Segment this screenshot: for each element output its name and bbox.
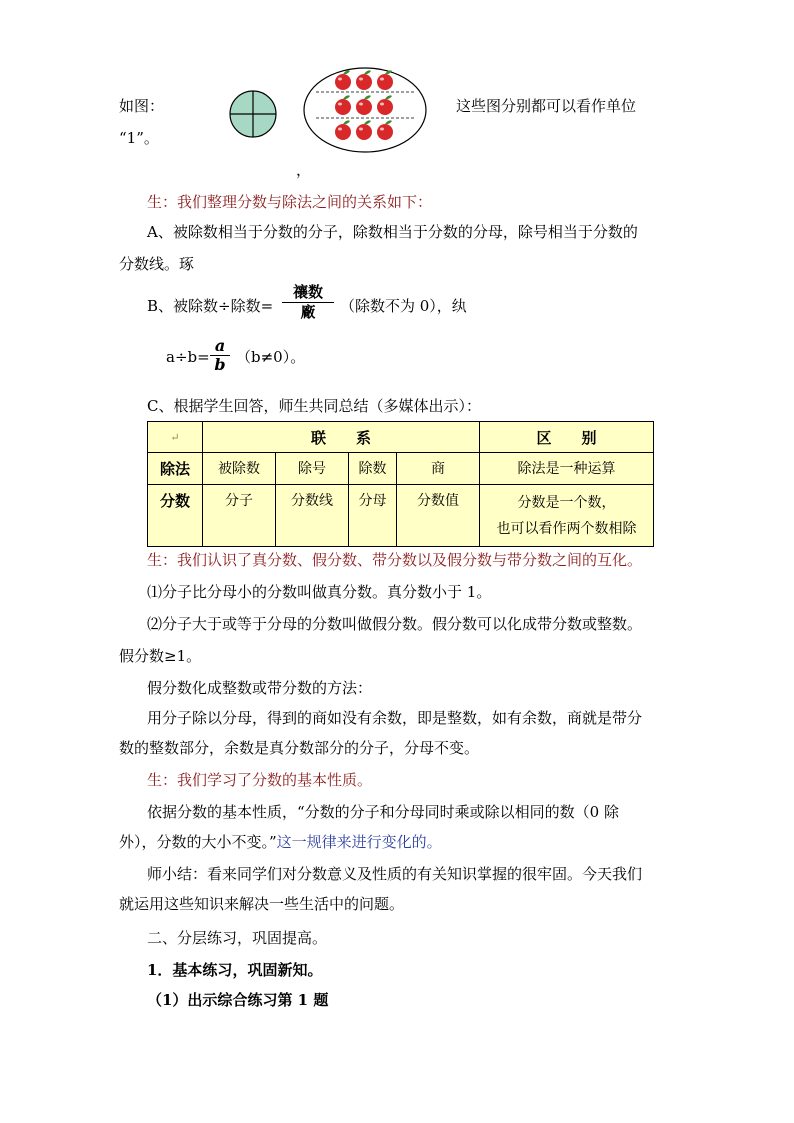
formula-numerator: a — [214, 336, 226, 355]
table-cell-diff — [480, 484, 654, 547]
point-b-numerator: 禳数 — [292, 283, 323, 301]
table-cell: 除号 — [276, 453, 349, 484]
teacher-summary-line1: 师小结：看来同学们对分数意义及性质的有关知识掌握的很牢固。今天我们 — [147, 865, 643, 883]
table-row-head-division: 除法 — [148, 453, 203, 484]
student-statement-2: 生：我们认识了真分数、假分数、带分数以及假分数与带分数之间的互化。 — [147, 551, 643, 569]
formula-left: a÷b= — [166, 348, 210, 366]
table-header-link: 联 系 — [203, 422, 480, 453]
table-cell: 分母 — [349, 484, 397, 547]
method-line2: 数的整数部分，余数是真分数部分的分子，分母不变。 — [119, 739, 480, 757]
table-row — [148, 484, 654, 547]
circle-quarters-figure — [228, 89, 278, 139]
formula-denominator: b — [210, 355, 230, 374]
practice-item-1-1: （1）出示综合练习第 1 题 — [147, 991, 329, 1009]
table-diff-line2: 也可以看作两个数相除 — [496, 520, 637, 537]
table-row — [148, 453, 654, 484]
intro-unit: “1”。 — [119, 129, 159, 147]
table-header-row — [148, 422, 654, 453]
table-cell: 商 — [397, 453, 480, 484]
table-cell: 分子 — [203, 484, 276, 547]
student-statement-3: 生：我们学习了分数的基本性质。 — [147, 771, 373, 789]
student-statement-1: 生：我们整理分数与除法之间的关系如下： — [147, 193, 433, 211]
point-b-left: B、被除数÷除数= — [147, 297, 274, 315]
point-a-line2: 分数线。琢 — [119, 255, 195, 273]
intro-suffix: 这些图分别都可以看作单位 — [456, 97, 637, 115]
method-title: 假分数化成整数或带分数的方法： — [147, 679, 373, 697]
table-diff-line1: 分数是一个数， — [517, 494, 616, 511]
property-line2 — [119, 832, 442, 852]
property-line2-quote: 外），分数的大小不变。” — [119, 833, 277, 851]
point-c-line: C、根据学生回答，师生共同总结（多媒体出示）： — [147, 397, 481, 415]
table-row-head-fraction: 分数 — [148, 484, 203, 547]
table-header-diff: 区 别 — [480, 422, 654, 453]
property-line2-note: 这一规律来进行变化的。 — [276, 833, 442, 851]
property-line1: 依据分数的基本性质，“分数的分子和分母同时乘或除以相同的数（0 除 — [147, 803, 619, 821]
table-cell: 除数 — [349, 453, 397, 484]
section-heading-2: 二、分层练习，巩固提高。 — [147, 929, 328, 947]
point-b-right: （除数不为 0），纨 — [340, 297, 467, 315]
table-cell: 分数线 — [276, 484, 349, 547]
point-b-denominator: 廠 — [282, 302, 334, 322]
table-cell: 被除数 — [203, 453, 276, 484]
point-b-fraction — [282, 283, 334, 322]
table-cell: 分数值 — [397, 484, 480, 547]
improper-fraction-line1: ⑵分子大于或等于分母的分数叫做假分数。假分数可以化成带分数或整数。 — [147, 615, 643, 633]
intro-label: 如图： — [119, 97, 165, 115]
improper-fraction-line2: 假分数≥1。 — [119, 647, 202, 665]
point-a-line1: A、被除数相当于分数的分子，除数相当于分数的分母，除号相当于分数的 — [147, 223, 638, 241]
practice-item-1: 1．基本练习，巩固新知。 — [147, 961, 323, 979]
division-fraction-table — [147, 421, 654, 547]
proper-fraction-definition: ⑴分子比分母小的分数叫做真分数。真分数小于 1。 — [147, 583, 492, 601]
table-cell-diff: 除法是一种运算 — [480, 453, 654, 484]
method-line1: 用分子除以分母，得到的商如没有余数，即是整数，如有余数，商就是带分 — [147, 709, 643, 727]
formula-fraction — [210, 337, 230, 374]
apples-oval-figure — [302, 66, 428, 154]
teacher-summary-line2: 就运用这些知识来解决一些生活中的问题。 — [119, 895, 405, 913]
table-corner-cell: ↵ — [148, 422, 203, 453]
formula-right: （b≠0）。 — [236, 348, 306, 366]
intro-comma: ， — [296, 161, 312, 179]
